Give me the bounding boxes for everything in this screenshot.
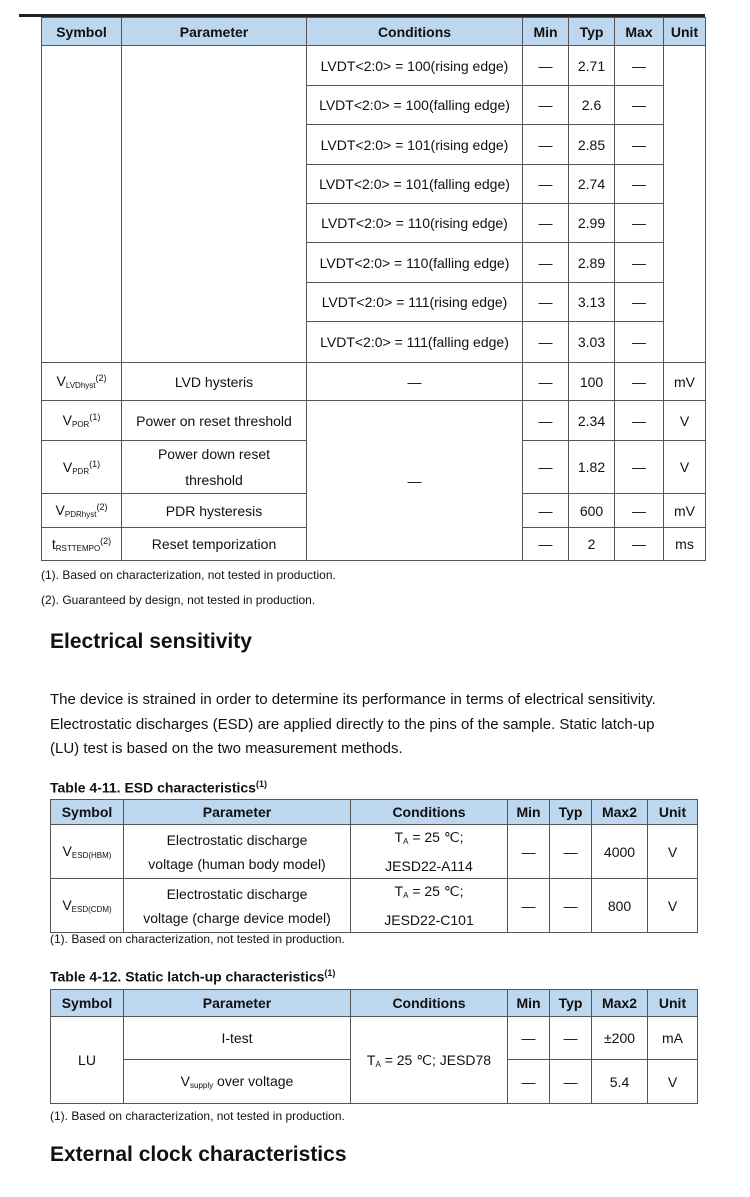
parameter-cell xyxy=(124,879,351,933)
header-unit: Unit xyxy=(648,800,698,825)
condition-cell: LVDT<2:0> = 101(rising edge) xyxy=(307,125,523,165)
lvdt-parameter-cell xyxy=(122,46,307,363)
symbol-note-ref: (1) xyxy=(89,458,101,469)
parameter-line: voltage (human body model) xyxy=(148,855,326,872)
symbol-cell xyxy=(42,494,122,528)
condition-cell: LVDT<2:0> = 100(rising edge) xyxy=(307,46,523,86)
min-cell: — xyxy=(523,165,569,204)
lu-table-caption xyxy=(50,968,335,985)
header-symbol: Symbol xyxy=(51,800,124,825)
caption-note-ref: (1) xyxy=(324,968,336,978)
unit-cell: mV xyxy=(664,494,706,528)
min-cell: — xyxy=(523,283,569,322)
esd-table-header xyxy=(51,800,698,825)
header-parameter: Parameter xyxy=(122,18,307,46)
min-cell: — xyxy=(523,441,569,494)
min-cell: — xyxy=(523,363,569,401)
typ-cell: — xyxy=(550,825,592,879)
header-typ: Typ xyxy=(550,800,592,825)
unit-cell: V xyxy=(664,441,706,494)
max-cell: — xyxy=(615,204,664,243)
table-row xyxy=(42,46,706,86)
symbol-subscript: LVDhyst xyxy=(65,381,96,390)
max-cell: — xyxy=(615,125,664,165)
symbol-cell: LU xyxy=(51,1017,124,1104)
condition-symbol: T xyxy=(394,883,404,899)
typ-cell: 600 xyxy=(569,494,615,528)
typ-cell: 2.99 xyxy=(569,204,615,243)
unit-cell: ms xyxy=(664,528,706,561)
condition-cell: — xyxy=(307,363,523,401)
symbol-subscript: ESD(HBM) xyxy=(71,851,112,860)
condition-cell: LVDT<2:0> = 111(falling edge) xyxy=(307,322,523,363)
paragraph-line: Electrostatic discharges (ESD) are applied directly to the pins of the sample. Static latch-up xyxy=(50,715,655,733)
condition-text: = 25 ℃; JESD78 xyxy=(380,1051,492,1068)
min-cell: — xyxy=(523,243,569,283)
max-cell: — xyxy=(615,441,664,494)
typ-cell: 2.74 xyxy=(569,165,615,204)
max-cell: — xyxy=(615,401,664,441)
min-cell: — xyxy=(523,494,569,528)
max-cell: — xyxy=(615,322,664,363)
symbol-note-ref: (1) xyxy=(89,412,101,422)
paragraph-line: The device is strained in order to determine its performance in terms of electrical sensitivity. xyxy=(50,691,656,708)
parameter-cell: Reset temporization xyxy=(122,528,307,561)
header-min: Min xyxy=(508,990,550,1017)
min-cell: — xyxy=(523,204,569,243)
typ-cell: 2.6 xyxy=(569,86,615,125)
header-unit: Unit xyxy=(664,18,706,46)
unit-cell: V xyxy=(648,825,698,879)
parameter-line: threshold xyxy=(185,472,243,488)
header-max2: Max2 xyxy=(592,990,648,1017)
header-max2: Max2 xyxy=(592,800,648,825)
unit-cell: mV xyxy=(664,363,706,401)
max-cell: — xyxy=(615,86,664,125)
header-conditions: Conditions xyxy=(351,800,508,825)
condition-line: = 25 ℃; xyxy=(408,829,464,845)
symbol-note-ref: (2) xyxy=(95,373,107,383)
typ-cell: 2.85 xyxy=(569,125,615,165)
lu-footnote: (1). Based on characterization, not tested in production. xyxy=(50,1109,345,1123)
unit-cell: mA xyxy=(648,1017,698,1060)
lu-table-header xyxy=(51,990,698,1017)
header-symbol: Symbol xyxy=(42,18,122,46)
parameter-line: Power down reset xyxy=(157,446,271,462)
lu-table xyxy=(50,989,698,1104)
header-min: Min xyxy=(508,800,550,825)
max-cell: — xyxy=(615,283,664,322)
max-cell: — xyxy=(615,165,664,204)
caption-text: Table 4-11. ESD characteristics xyxy=(50,779,256,796)
max-cell: — xyxy=(615,243,664,283)
unit-cell: V xyxy=(648,1060,698,1104)
min-cell: — xyxy=(508,879,550,933)
min-cell: — xyxy=(523,86,569,125)
typ-cell: 2.34 xyxy=(569,401,615,441)
header-symbol: Symbol xyxy=(51,990,124,1017)
max-cell: — xyxy=(615,494,664,528)
typ-cell: 3.13 xyxy=(569,283,615,322)
min-cell: — xyxy=(523,125,569,165)
section-title-electrical-sensitivity: Electrical sensitivity xyxy=(50,630,252,653)
min-cell: — xyxy=(523,322,569,363)
typ-cell: 2 xyxy=(569,528,615,561)
symbol-note-ref: (2) xyxy=(96,502,108,512)
symbol-cell xyxy=(42,401,122,441)
symbol-cell xyxy=(42,528,122,561)
footnote-1: (1). Based on characterization, not tested in production. xyxy=(41,568,336,582)
header-conditions: Conditions xyxy=(351,990,508,1017)
typ-cell: 1.82 xyxy=(569,441,615,494)
condition-cell: LVDT<2:0> = 111(rising edge) xyxy=(307,283,523,322)
header-max: Max xyxy=(615,18,664,46)
header-conditions: Conditions xyxy=(307,18,523,46)
footnote-2: (2). Guaranteed by design, not tested in production. xyxy=(41,593,316,607)
min-cell: — xyxy=(508,825,550,879)
min-cell: — xyxy=(523,528,569,561)
min-cell: — xyxy=(508,1060,550,1104)
condition-symbol: T xyxy=(366,1051,376,1068)
lvdt-symbol-cell xyxy=(42,46,122,363)
max-cell: 800 xyxy=(592,879,648,933)
condition-subscript: A xyxy=(403,891,409,900)
typ-cell: — xyxy=(550,1017,592,1060)
unit-cell: V xyxy=(648,879,698,933)
condition-subscript: A xyxy=(403,837,409,846)
typ-cell: — xyxy=(550,1060,592,1104)
condition-subscript: A xyxy=(375,1059,381,1069)
typ-cell: 3.03 xyxy=(569,322,615,363)
esd-table-caption xyxy=(50,779,267,796)
condition-cell-merged xyxy=(351,1017,508,1104)
symbol-main: V xyxy=(62,412,72,428)
symbol-main: V xyxy=(62,458,73,475)
header-typ: Typ xyxy=(550,990,592,1017)
parameter-cell xyxy=(124,1060,351,1104)
parameter-text: over voltage xyxy=(213,1073,294,1089)
typ-cell: — xyxy=(550,879,592,933)
symbol-subscript: PDRhyst xyxy=(64,510,97,519)
table-row xyxy=(51,825,698,879)
parameter-cell xyxy=(124,825,351,879)
symbol-subscript: RSTTEMPO xyxy=(55,543,101,553)
symbol-main: V xyxy=(62,897,72,913)
symbol-main: t xyxy=(51,535,56,552)
condition-cell xyxy=(351,825,508,879)
symbol-subscript: ESD(CDM) xyxy=(71,905,112,914)
symbol-main: V xyxy=(56,373,66,389)
header-parameter: Parameter xyxy=(124,990,351,1017)
header-unit: Unit xyxy=(648,990,698,1017)
typ-cell: 2.71 xyxy=(569,46,615,86)
header-typ: Typ xyxy=(569,18,615,46)
max-cell: — xyxy=(615,46,664,86)
condition-cell: LVDT<2:0> = 110(falling edge) xyxy=(307,243,523,283)
parameter-line: Electrostatic discharge xyxy=(166,831,308,848)
parameter-cell: LVD hysteris xyxy=(122,363,307,401)
caption-note-ref: (1) xyxy=(255,779,267,789)
symbol-subscript: POR xyxy=(72,420,90,429)
min-cell: — xyxy=(523,401,569,441)
table-row xyxy=(42,401,706,441)
header-min: Min xyxy=(523,18,569,46)
parameter-subscript: supply xyxy=(190,1081,214,1090)
typ-cell: 2.89 xyxy=(569,243,615,283)
symbol-cell xyxy=(42,441,122,494)
section-title-external-clock: External clock characteristics xyxy=(50,1143,347,1166)
condition-cell: LVDT<2:0> = 101(falling edge) xyxy=(307,165,523,204)
symbol-cell xyxy=(51,879,124,933)
symbol-main: V xyxy=(55,502,65,518)
symbol-subscript: PDR xyxy=(72,466,90,476)
unit-cell: V xyxy=(664,401,706,441)
parameter-line: Electrostatic discharge xyxy=(166,885,308,902)
esd-footnote: (1). Based on characterization, not tested in production. xyxy=(50,932,345,946)
max-cell: ±200 xyxy=(592,1017,648,1060)
electrical-sensitivity-paragraph xyxy=(50,688,710,762)
paragraph-line: (LU) test is based on the two measurement methods. xyxy=(50,740,403,757)
table-row xyxy=(51,1017,698,1060)
condition-cell: LVDT<2:0> = 100(falling edge) xyxy=(307,86,523,125)
parameter-cell: PDR hysteresis xyxy=(122,494,307,528)
condition-line: JESD22-A114 xyxy=(385,858,473,874)
esd-table xyxy=(50,799,698,933)
parameter-cell xyxy=(122,441,307,494)
condition-cell: LVDT<2:0> = 110(rising edge) xyxy=(307,204,523,243)
condition-cell xyxy=(351,879,508,933)
parameter-cell: I-test xyxy=(124,1017,351,1060)
max-cell: — xyxy=(615,528,664,561)
symbol-cell xyxy=(42,363,122,401)
symbol-main: V xyxy=(62,843,72,859)
max-cell: 4000 xyxy=(592,825,648,879)
parameter-line: voltage (charge device model) xyxy=(143,909,331,926)
min-cell: — xyxy=(508,1017,550,1060)
caption-text: Table 4-12. Static latch-up characteristics xyxy=(50,968,325,985)
lvd-table xyxy=(41,17,706,561)
condition-cell-merged: — xyxy=(307,401,523,561)
lvdt-unit-cell xyxy=(664,46,706,363)
condition-line: = 25 ℃; xyxy=(408,883,464,899)
lvd-table-header xyxy=(42,18,706,46)
table-row xyxy=(51,879,698,933)
parameter-cell: Power on reset threshold xyxy=(122,401,307,441)
parameter-symbol: V xyxy=(180,1073,191,1089)
symbol-note-ref: (2) xyxy=(100,535,112,546)
condition-line: JESD22-C101 xyxy=(384,912,474,928)
typ-cell: 100 xyxy=(569,363,615,401)
max-cell: — xyxy=(615,363,664,401)
symbol-cell xyxy=(51,825,124,879)
header-parameter: Parameter xyxy=(124,800,351,825)
min-cell: — xyxy=(523,46,569,86)
max-cell: 5.4 xyxy=(592,1060,648,1104)
condition-symbol: T xyxy=(394,829,404,845)
table-row xyxy=(42,363,706,401)
